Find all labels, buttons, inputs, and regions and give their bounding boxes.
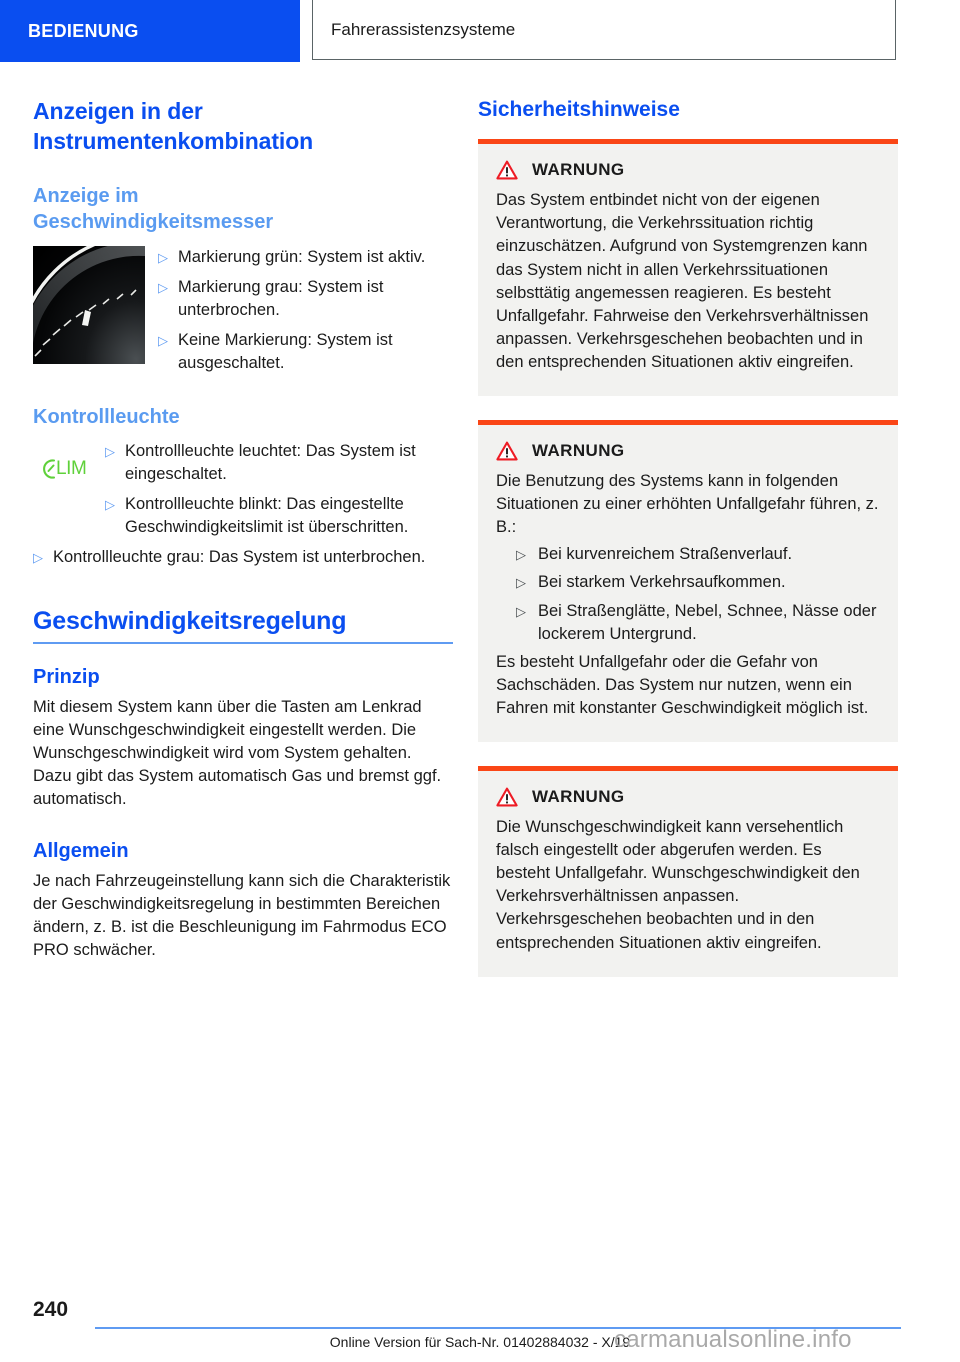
- list-item: [158, 276, 453, 322]
- page-title-line-2: Instrumentenkombination: [33, 128, 314, 155]
- warning-paragraph: Die Wunschgeschwindigkeit kann versehentlich falsch eingestellt oder abgerufen werden. Es besteht Unfallgefahr. Wunschgeschwindigkeit den Verkehrsverhältnissen anpassen. Verkehrsgeschehen beobachten und in den entsprechenden Situationen aktiv eingreifen.: [496, 818, 860, 952]
- chapter-label: BEDIENUNG: [28, 20, 139, 41]
- page-title: [33, 96, 453, 157]
- triangle-bullet-icon: ▷: [158, 332, 168, 348]
- list-item: [158, 329, 453, 375]
- kontrollleuchte-block: [33, 440, 453, 539]
- page-header: [0, 0, 960, 62]
- warning-bullets: [516, 543, 880, 645]
- list-item: [516, 600, 880, 646]
- triangle-bullet-icon: ▷: [33, 550, 43, 566]
- list-item-text: Kontrollleuchte grau: Das System ist unterbrochen.: [53, 548, 426, 567]
- footer-note: Online Version für Sach-Nr. 01402884032 - X/19: [329, 1334, 631, 1350]
- list-item-text: Bei Straßenglätte, Nebel, Schnee, Nässe oder lockerem Untergrund.: [538, 601, 877, 643]
- triangle-bullet-icon: ▷: [516, 547, 526, 563]
- list-item: [33, 546, 453, 569]
- gauge-arc-icon: [35, 456, 58, 482]
- list-item-text: Bei kurvenreichem Straßenverlauf.: [538, 545, 793, 564]
- page-title-line-1: Anzeigen in der: [33, 98, 203, 124]
- warning-triangle-icon: [496, 441, 518, 461]
- speedometer-marking-bullets: [158, 246, 453, 376]
- warning-box: [478, 766, 898, 977]
- list-item-text: Kontrollleuchte blinkt: Das eingestellte Geschwindigkeitslimit ist überschritten.: [125, 495, 409, 537]
- subheading-line-1: Anzeige im: [33, 184, 139, 207]
- section-title-geschwindigkeitsregelung: Geschwindigkeitsregelung: [33, 606, 453, 643]
- list-item-text: Kontrollleuchte leuchtet: Das System ist eingeschaltet.: [125, 441, 416, 483]
- kontrollleuchte-indented-bullets: [105, 440, 453, 539]
- right-content-column: [478, 96, 898, 1001]
- list-item: [516, 571, 880, 594]
- paragraph-prinzip: Mit diesem System kann über die Tasten am Lenkrad eine Wunschgeschwindigkeit eingestellt werden. Die Wunschgeschwindigkeit wird vom System gehalten. Dazu gibt das System automatisch Gas und bremst ggf. automatisch.: [33, 698, 442, 809]
- lim-telltale-icon: [35, 452, 101, 486]
- warning-label: WARNUNG: [532, 160, 625, 180]
- warning-box: [478, 139, 898, 396]
- warning-paragraph-after: Es besteht Unfallgefahr oder die Gefahr von Sachschäden. Das System nur nutzen, wenn ein Fahren mit konstanter Geschwindigkeit möglich ist.: [496, 652, 869, 717]
- list-item: [158, 246, 453, 269]
- list-item-text: Bei starkem Verkehrsaufkommen.: [538, 573, 786, 592]
- warning-header: [496, 787, 880, 807]
- list-item-text: Keine Markierung: System ist ausgeschaltet.: [178, 330, 393, 372]
- kontrollleuchte-bullets: [33, 546, 453, 569]
- triangle-bullet-icon: ▷: [158, 249, 168, 265]
- paragraph-allgemein: Je nach Fahrzeugeinstellung kann sich die Charakteristik der Geschwindigkeitsregelung in bestimmten Bereichen ändern, z. B. ist die Beschleunigung im Fahrmodus ECO PRO schwächer.: [33, 871, 451, 960]
- subheading-anzeige-im-geschwindigkeitsmesser: [33, 183, 453, 236]
- list-item: [516, 543, 880, 566]
- warning-header: [496, 441, 880, 461]
- chapter-banner: [0, 0, 300, 62]
- list-item: [105, 440, 453, 486]
- triangle-bullet-icon: ▷: [516, 575, 526, 591]
- section-title-sicherheitshinweise: Sicherheitshinweise: [478, 98, 680, 121]
- warning-paragraph: Die Benutzung des Systems kann in folgenden Situationen zu einer erhöhten Unfallgefahr führen, z. B.:: [496, 472, 879, 537]
- warning-label: WARNUNG: [532, 787, 625, 807]
- list-item-text: Markierung grau: System ist unterbrochen.: [178, 277, 384, 319]
- warning-box: [478, 420, 898, 742]
- left-content-column: [33, 96, 453, 962]
- section-banner: [312, 0, 896, 60]
- lim-label: LIM: [56, 457, 87, 479]
- warning-paragraph: Das System entbindet nicht von der eigenen Verantwortung, die Verkehrssituation richtig einzuschätzen. Aufgrund von Systemgrenzen kann das System nicht in allen Verkehrssituationen selbsttätig angemessen reagieren. Es besteht Unfallgefahr. Fahrweise den Verkehrsverhältnissen anpassen. Verkehrsgeschehen beobachten und in den entsprechenden Situationen aktiv eingreifen.: [496, 191, 869, 371]
- subheading-kontrollleuchte: Kontrollleuchte: [33, 405, 180, 428]
- list-item-text: Markierung grün: System ist aktiv.: [178, 247, 426, 266]
- section-label: Fahrerassistenzsysteme: [331, 19, 516, 39]
- subheading-prinzip: Prinzip: [33, 665, 100, 688]
- speedometer-block: [33, 246, 453, 378]
- subheading-line-2: Geschwindigkeitsmesser: [33, 211, 274, 234]
- warning-triangle-icon: [496, 787, 518, 807]
- page-number: 240: [33, 1298, 69, 1321]
- watermark: carmanualsonline.info: [614, 1326, 852, 1353]
- warning-triangle-icon: [496, 160, 518, 180]
- triangle-bullet-icon: ▷: [516, 603, 526, 619]
- triangle-bullet-icon: ▷: [105, 443, 115, 459]
- triangle-bullet-icon: ▷: [105, 497, 115, 513]
- speedometer-marking-photo: [33, 246, 145, 364]
- list-item: [105, 493, 453, 539]
- warning-header: [496, 160, 880, 180]
- triangle-bullet-icon: ▷: [158, 279, 168, 295]
- subheading-allgemein: Allgemein: [33, 839, 129, 862]
- warning-label: WARNUNG: [532, 441, 625, 461]
